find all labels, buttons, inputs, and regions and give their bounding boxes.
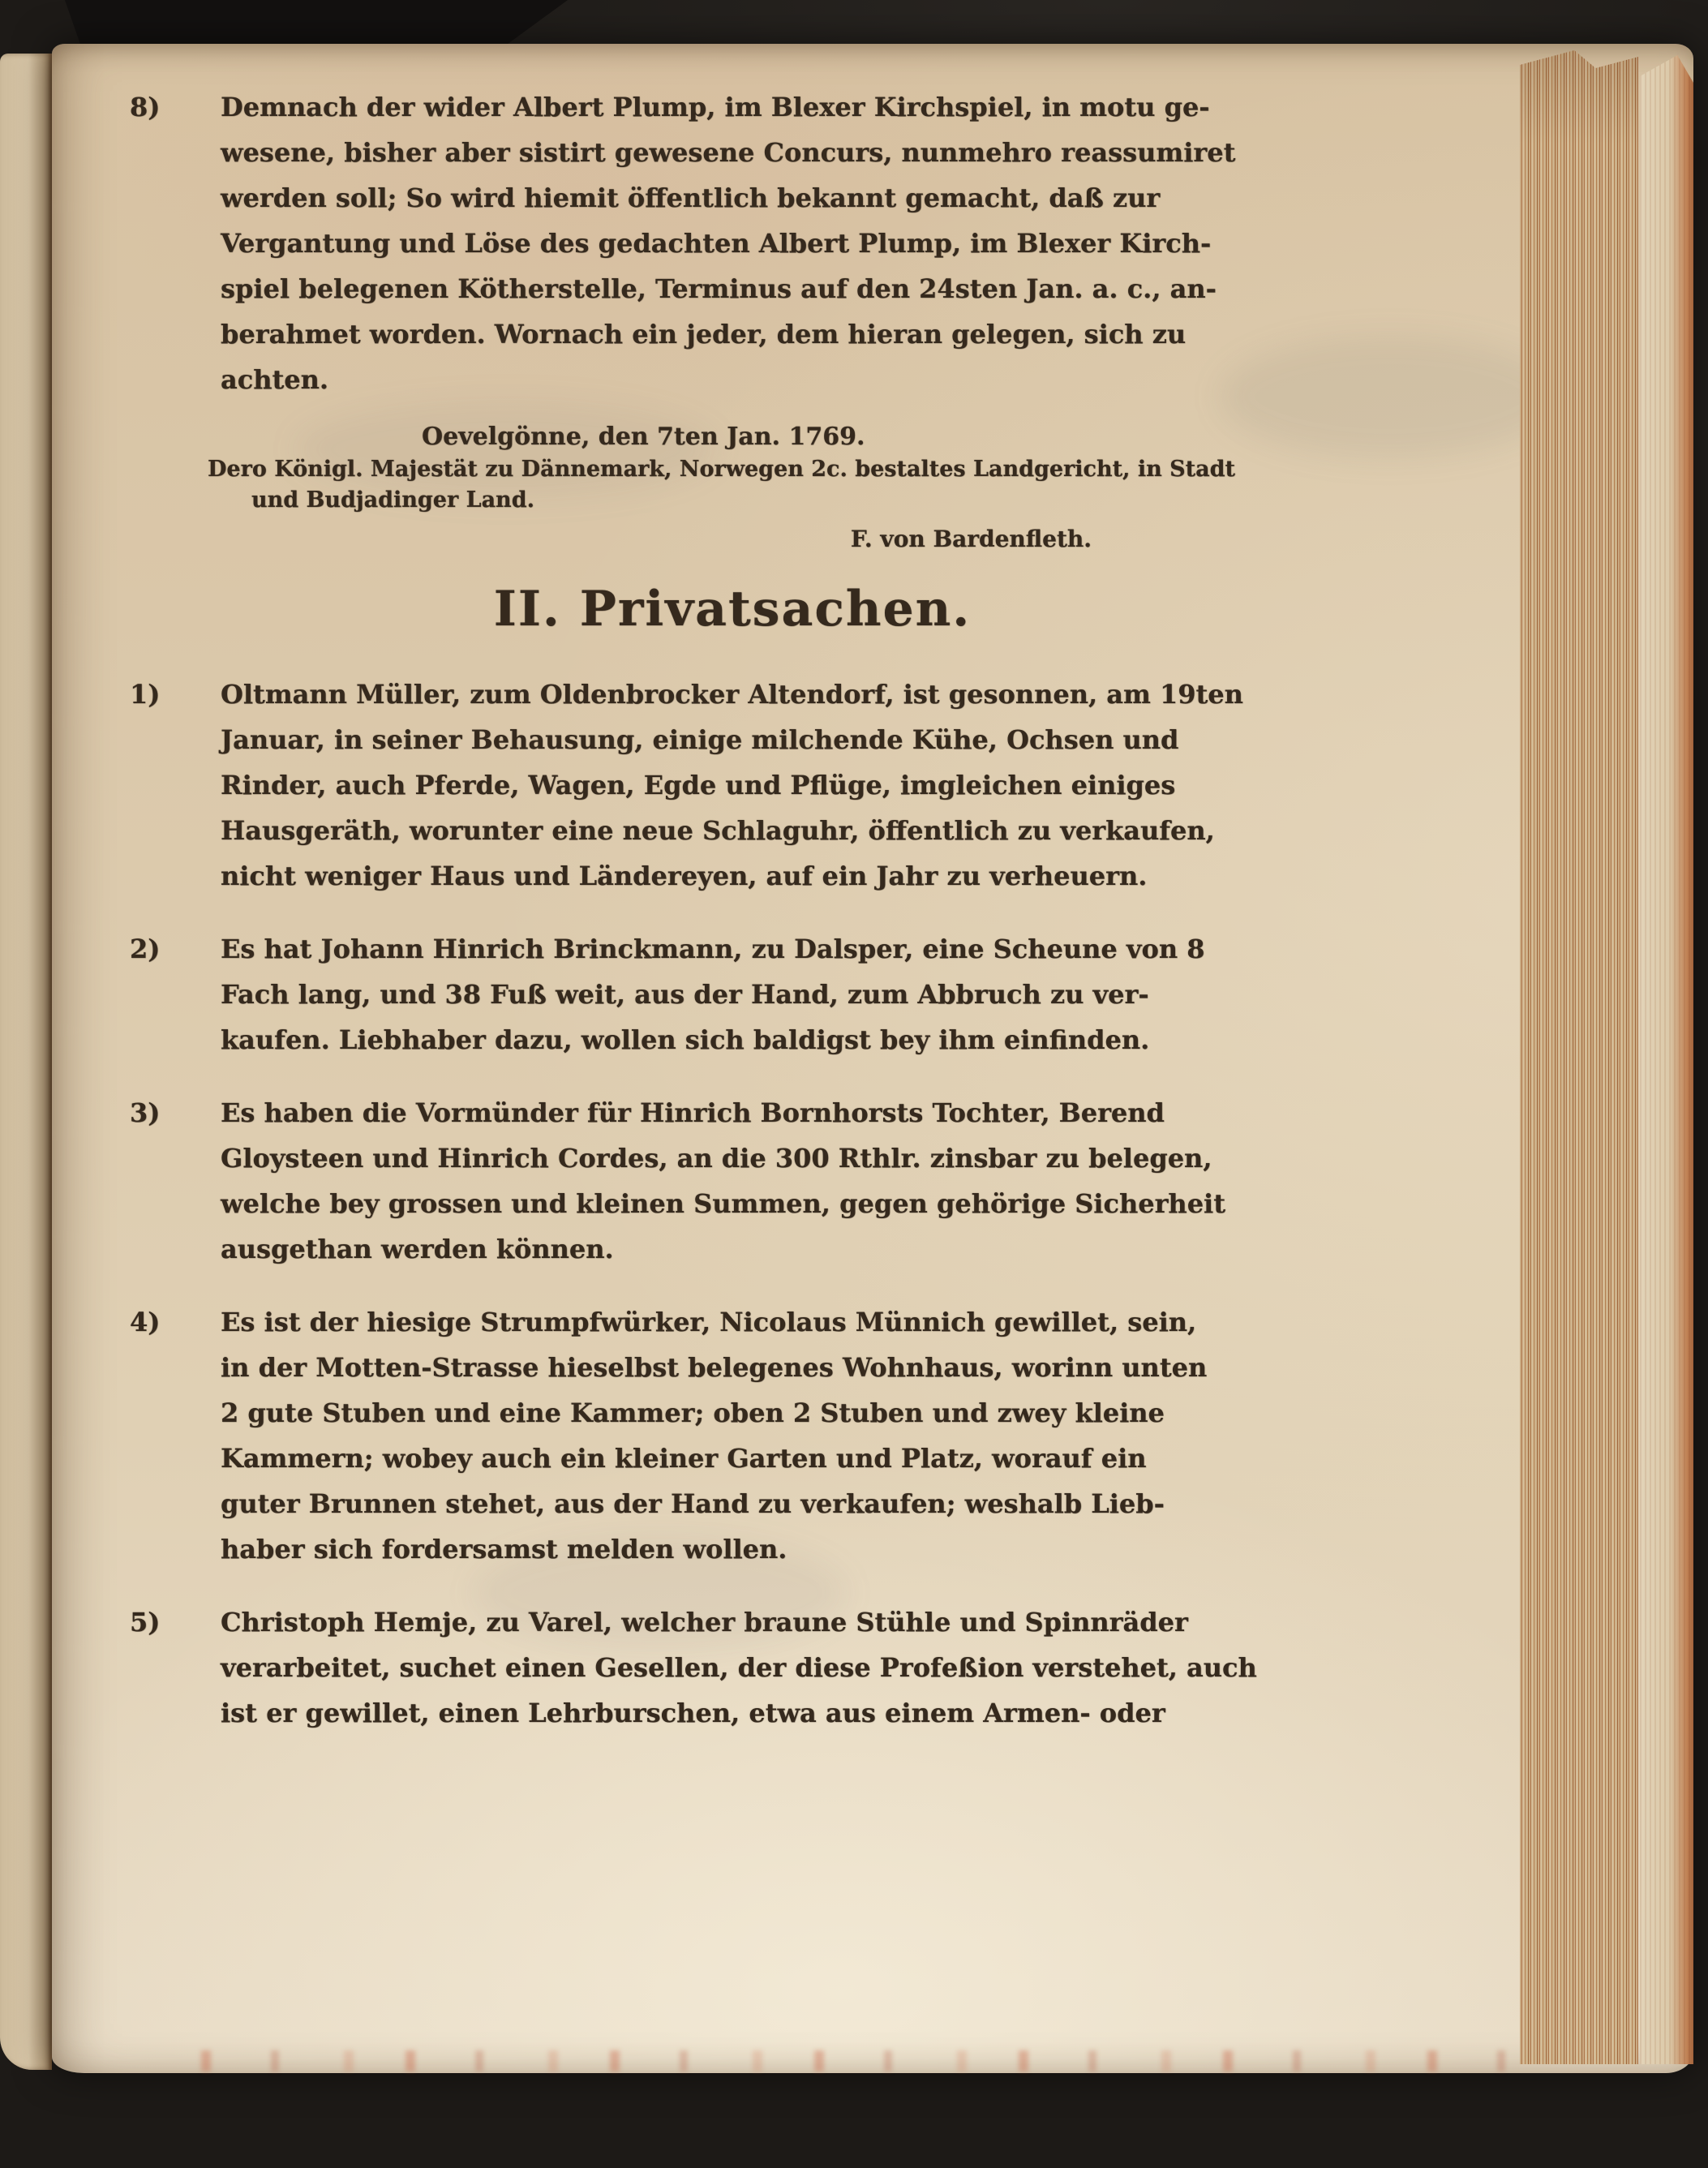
notice-number: 3) (130, 1097, 161, 1128)
text-line: werden soll; So wird hiemit öffentlich bekannt gemacht, daß zur (221, 182, 1161, 213)
text-line: ist er gewillet, einen Lehrburschen, etwa aus einem Armen- oder (221, 1698, 1165, 1728)
text-line: berahmet worden. Wornach ein jeder, dem hieran gelegen, sich zu (221, 319, 1187, 350)
official-notice-8 (130, 84, 1335, 402)
previous-page-edge (0, 54, 52, 2070)
private-notice (130, 1090, 1335, 1272)
text-line: Hausgeräth, worunter eine neue Schlaguhr, öffentlich zu verkaufen, (221, 815, 1215, 846)
text-line: Oltmann Müller, zum Oldenbrocker Altendorf, ist gesonnen, am 19ten (221, 679, 1243, 710)
text-line: Januar, in seiner Behausung, einige milchende Kühe, Ochsen und (221, 724, 1179, 755)
text-line: Rinder, auch Pferde, Wagen, Egde und Pflüge, imgleichen einiges (221, 770, 1176, 801)
text-line: Demnach der wider Albert Plump, im Blexer Kirchspiel, in motu ge- (221, 92, 1210, 122)
text-line: Fach lang, und 38 Fuß weit, aus der Hand, zum Abbruch zu ver- (221, 979, 1149, 1010)
text-line: welche bey grossen und kleinen Summen, gegen gehörige Sicherheit (221, 1188, 1225, 1219)
text-line: nicht weniger Haus und Ländereyen, auf ein Jahr zu verheuern. (221, 861, 1148, 891)
red-sprinkled-bottom-edge (149, 2050, 1515, 2071)
court-line: und Budjadinger Land. (251, 487, 534, 513)
private-notices-list (130, 672, 1335, 1736)
text-line: Gloysteen und Hinrich Cordes, an die 300 Rthlr. zinsbar zu belegen, (221, 1143, 1212, 1174)
fore-edge-page-stack (1520, 47, 1638, 2064)
text-line: Es haben die Vormünder für Hinrich Bornhorsts Tochter, Berend (221, 1097, 1165, 1128)
notice-text (221, 1599, 1335, 1736)
text-line: kaufen. Liebhaber dazu, wollen sich baldigst bey ihm einfinden. (221, 1024, 1150, 1055)
notice-number: 8) (130, 92, 161, 122)
private-notice (130, 926, 1335, 1063)
text-line: Es ist der hiesige Strumpfwürker, Nicolaus Münnich gewillet, sein, (221, 1307, 1197, 1337)
text-line: ausgethan werden können. (221, 1234, 614, 1264)
private-notice (130, 1599, 1335, 1736)
issuing-court (130, 454, 1335, 516)
book-page (52, 44, 1693, 2073)
notice-text (221, 1299, 1335, 1572)
text-line: Kammern; wobey auch ein kleiner Garten und Platz, worauf ein (221, 1443, 1147, 1474)
section-heading: II. Privatsachen. (493, 581, 972, 638)
court-line: Dero Königl. Majestät zu Dännemark, Norwegen 2c. bestaltes Landgericht, in Stadt (208, 457, 1235, 482)
notice-text (221, 926, 1335, 1063)
text-line: spiel belegenen Kötherstelle, Terminus auf den 24sten Jan. a. c., an- (221, 273, 1217, 304)
text-line: in der Motten-Strasse hieselbst belegenes Wohnhaus, worinn unten (221, 1352, 1208, 1383)
text-line: Vergantung und Löse des gedachten Albert Plump, im Blexer Kirch- (221, 228, 1212, 259)
notice-number: 4) (130, 1307, 161, 1337)
text-line: 2 gute Stuben und eine Kammer; oben 2 Stuben und zwey kleine (221, 1397, 1165, 1428)
text-line: guter Brunnen stehet, aus der Hand zu verkaufen; weshalb Lieb- (221, 1488, 1165, 1519)
private-notice (130, 1299, 1335, 1572)
text-line: verarbeitet, suchet einen Gesellen, der diese Profeßion verstehet, auch (221, 1652, 1257, 1683)
text-line: Es hat Johann Hinrich Brinckmann, zu Dalsper, eine Scheune von 8 (221, 934, 1205, 964)
notice-number: 1) (130, 679, 161, 710)
private-notice (130, 672, 1335, 899)
notice-text (221, 672, 1335, 899)
notice-number: 2) (130, 934, 161, 964)
page-content (130, 84, 1335, 1736)
dateline: Oevelgönne, den 7ten Jan. 1769. (422, 423, 865, 451)
text-line: haber sich fordersamst melden wollen. (221, 1534, 787, 1565)
text-line: Christoph Hemje, zu Varel, welcher braune Stühle und Spinnräder (221, 1607, 1188, 1638)
notice-text (221, 84, 1335, 402)
signature: F. von Bardenfleth. (850, 526, 1092, 552)
fore-edge-outer-leaves (1640, 55, 1693, 2064)
text-line: achten. (221, 364, 329, 395)
notice-number: 5) (130, 1607, 161, 1638)
text-line: wesene, bisher aber sistirt gewesene Concurs, nunmehro reassumiret (221, 137, 1236, 168)
notice-text (221, 1090, 1335, 1272)
